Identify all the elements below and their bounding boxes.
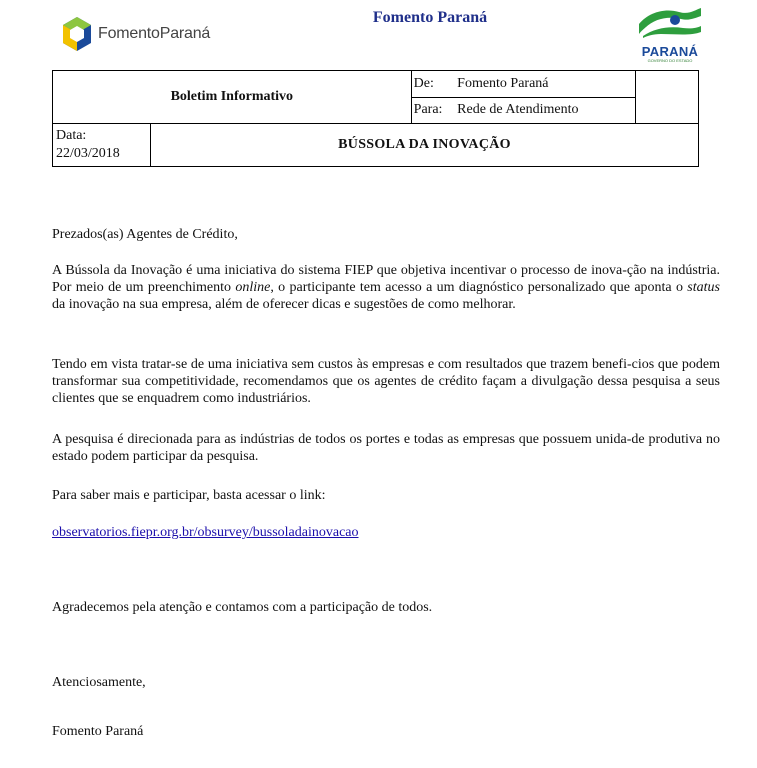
signature: Fomento Paraná bbox=[52, 724, 144, 739]
parana-government-logo bbox=[632, 6, 708, 64]
to-label: Para: bbox=[413, 102, 443, 118]
link-container bbox=[52, 524, 720, 541]
from-label: De: bbox=[413, 75, 434, 91]
from-field bbox=[411, 71, 635, 98]
paragraph-intro-part-c: da inovação na sua empresa, além de oferecer dicas e sugestões de como melhorar. bbox=[52, 297, 516, 312]
to-field bbox=[411, 97, 635, 124]
date-field bbox=[53, 124, 151, 167]
parana-flag-icon bbox=[635, 6, 705, 40]
bulletin-subject: BÚSSOLA DA INOVAÇÃO bbox=[151, 124, 699, 167]
thanks-line: Agradecemos pela atenção e contamos com a participação de todos. bbox=[52, 600, 433, 615]
online-term: online bbox=[235, 280, 271, 295]
status-term: status bbox=[687, 280, 720, 295]
greeting: Prezados(as) Agentes de Crédito, bbox=[52, 227, 238, 242]
parana-logo-subtext: GOVERNO DO ESTADO bbox=[647, 58, 693, 63]
date-label: Data: bbox=[56, 128, 87, 143]
fomento-parana-logo bbox=[60, 14, 220, 54]
fomento-logo-text: FomentoParaná bbox=[98, 25, 211, 42]
page-title: Fomento Paraná bbox=[372, 9, 488, 26]
paragraph-link-intro: Para saber mais e participar, basta acessar o link: bbox=[52, 488, 326, 503]
paragraph-intro-part-a: A Bússola da Inovação é uma iniciativa do sistema FIEP que objetiva incentivar o processo de inova-ção na indústria. Por meio de um preenchimento bbox=[52, 263, 720, 295]
parana-logo-text: PARANÁ bbox=[641, 44, 699, 59]
fomento-hexagon-icon bbox=[60, 15, 94, 53]
paragraph-target: A pesquisa é direcionada para as indústrias de todos os portes e todas as empresas que possuem unida-de produtiva no estado podem participar da pesquisa. bbox=[52, 432, 720, 464]
date-value: 22/03/2018 bbox=[56, 146, 120, 161]
closing-line: Atenciosamente, bbox=[52, 675, 146, 690]
survey-link[interactable]: observatorios.fiepr.org.br/obsurvey/bussoladainovacao bbox=[52, 525, 359, 540]
paragraph-intro bbox=[52, 262, 720, 313]
blank-cell bbox=[636, 71, 699, 124]
from-value: Fomento Paraná bbox=[457, 75, 549, 91]
paragraph-recommendation: Tendo em vista tratar-se de uma iniciativa sem custos às empresas e com resultados que trazem benefi-cios que podem transformar sua competitividade, recomendamos que os agentes de crédito façam a divulgação dessa pesquisa a seus clientes que se enquadrem como industriários. bbox=[52, 357, 720, 406]
paragraph-intro-part-b: , o participante tem acesso a um diagnóstico personalizado que aponta o bbox=[270, 280, 688, 295]
bulletin-type: Boletim Informativo bbox=[53, 71, 412, 124]
to-value: Rede de Atendimento bbox=[457, 102, 579, 118]
bulletin-header-table bbox=[52, 70, 699, 167]
